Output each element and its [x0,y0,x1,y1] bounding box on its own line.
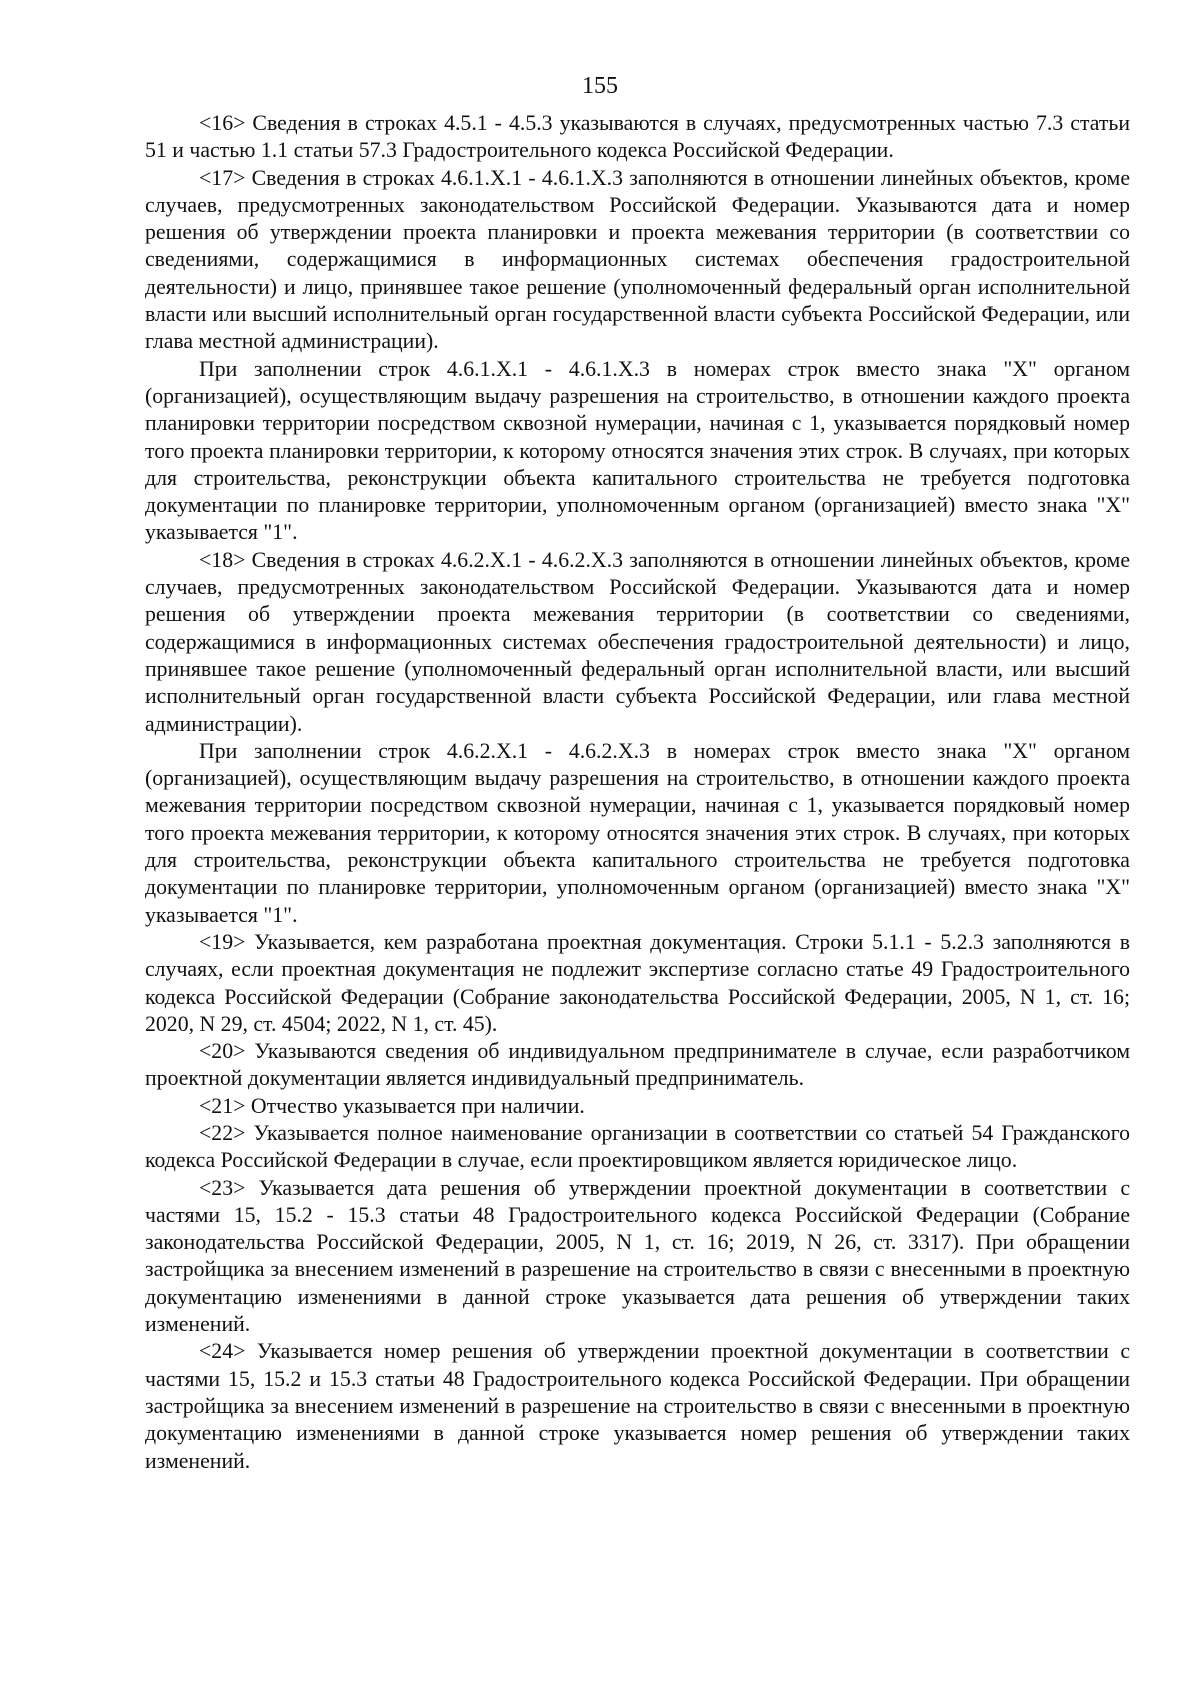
footnote-17-continuation: При заполнении строк 4.6.1.X.1 - 4.6.1.X.3 в номерах строк вместо знака "X" органом (организацией), осуществляющим выдачу разрешения на строительство, в отношении каждого проекта планировки территории посредством сквозной нумерации, начиная с 1, указывается порядковый номер того проекта планировки территории, к которому относятся значения этих строк. В случаях, при которых для строительства, реконструкции объекта капитального строительства не требуется подготовка документации по планировке территории, уполномоченным органом (организацией) вместо знака "X" указывается "1". [145,356,1130,545]
footnote-18: <18> Сведения в строках 4.6.2.X.1 - 4.6.2.X.3 заполняются в отношении линейных объектов, кроме случаев, предусмотренных законодательством Российской Федерации. Указываются дата и номер решения об утверждении проекта межевания территории (в соответствии со сведениями, содержащимися в информационных системах обеспечения градостроительной деятельности) и лицо, принявшее такое решение (уполномоченный федеральный орган исполнительной власти, или высший исполнительный орган государственной власти субъекта Российской Федерации, или глава местной администрации). [145,547,1130,736]
footnote-21: <21> Отчество указывается при наличии. [199,1093,585,1118]
footnote-22: <22> Указывается полное наименование организации в соответствии со статьей 54 Гражданского кодекса Российской Федерации в случае, если проектировщиком является юридическое лицо. [145,1120,1130,1173]
footnote-18-continuation: При заполнении строк 4.6.2.X.1 - 4.6.2.X.3 в номерах строк вместо знака "X" органом (организацией), осуществляющим выдачу разрешения на строительство, в отношении каждого проекта межевания территории посредством сквозной нумерации, начиная с 1, указывается порядковый номер того проекта межевания территории, к которому относятся значения этих строк. В случаях, при которых для строительства, реконструкции объекта капитального строительства не требуется подготовка документации по планировке территории, уполномоченным органом (организацией) вместо знака "X" указывается "1". [145,738,1130,927]
footnotes-text [145,110,1130,1475]
footnote-24: <24> Указывается номер решения об утверждении проектной документации в соответствии с частями 15, 15.2 и 15.3 статьи 48 Градостроительного кодекса Российской Федерации. При обращении застройщика за внесением изменений в разрешение на строительство в связи с внесенными в проектную документацию изменениями в данной строке указывается номер решения об утверждении таких изменений. [145,1339,1130,1473]
footnote-23: <23> Указывается дата решения об утверждении проектной документации в соответствии с частями 15, 15.2 - 15.3 статьи 48 Градостроительного кодекса Российской Федерации (Собрание законодательства Российской Федерации, 2005, N 1, ст. 16; 2019, N 26, ст. 3317). При обращении застройщика за внесением изменений в разрешение на строительство в связи с внесенными в проектную документацию изменениями в данной строке указывается дата решения об утверждении таких изменений. [145,1175,1130,1337]
footnote-20: <20> Указываются сведения об индивидуальном предпринимателе в случае, если разработчиком проектной документации является индивидуальный предприниматель. [145,1039,1130,1091]
footnote-17: <17> Сведения в строках 4.6.1.X.1 - 4.6.1.X.3 заполняются в отношении линейных объектов, кроме случаев, предусмотренных законодательством Российской Федерации. Указываются дата и номер решения об утверждении проекта планировки и проекта межевания территории (в соответствии со сведениями, содержащимися в информационных системах обеспечения градостроительной деятельности) и лицо, принявшее такое решение (уполномоченный федеральный орган исполнительной власти или высший исполнительный орган государственной власти субъекта Российской Федерации, или глава местной администрации). [145,165,1130,354]
footnote-16: <16> Сведения в строках 4.5.1 - 4.5.3 указываются в случаях, предусмотренных частью 7.3 статьи 51 и частью 1.1 статьи 57.3 Градостроительного кодекса Российской Федерации. [145,111,1130,163]
page-number: 155 [582,73,618,99]
footnote-19: <19> Указывается, кем разработана проектная документация. Строки 5.1.1 - 5.2.3 заполняются в случаях, если проектная документация не подлежит экспертизе согласно статье 49 Градостроительного кодекса Российской Федерации (Собрание законодательства Российской Федерации, 2005, N 1, ст. 16; 2020, N 29, ст. 4504; 2022, N 1, ст. 45). [145,929,1130,1036]
